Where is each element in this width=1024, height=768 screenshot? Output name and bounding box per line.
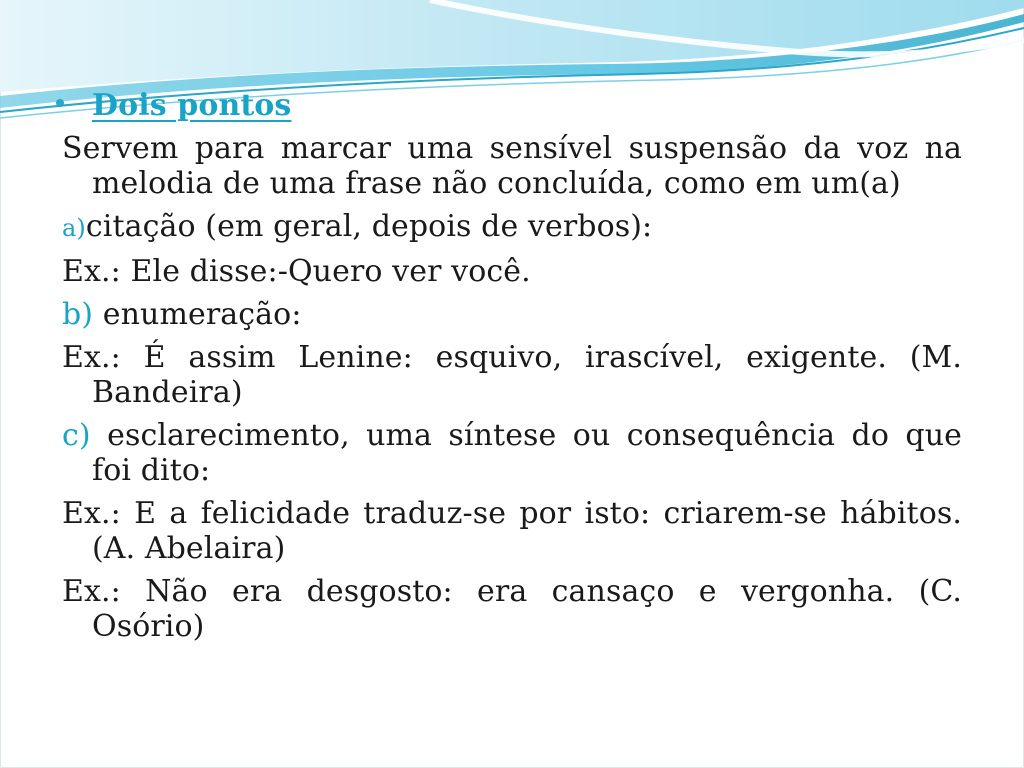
example-2: Ex.: É assim Lenine: esquivo, irascível, exigente. (M. Bandeira) — [62, 340, 962, 410]
item-a — [62, 209, 962, 246]
item-b-text: enumeração: — [93, 297, 302, 332]
item-b — [62, 297, 962, 332]
example-3: Ex.: E a felicidade traduz-se por isto: criarem-se hábitos. (A. Abelaira) — [62, 496, 962, 566]
bullet-icon — [56, 99, 64, 107]
item-c-text: esclarecimento, uma síntese ou consequência do que foi dito: — [90, 418, 962, 488]
intro-paragraph: Servem para marcar uma sensível suspensão da voz na melodia de uma frase não concluída, como em um(a) — [62, 131, 962, 201]
slide-heading: Dois pontos — [92, 88, 292, 123]
item-a-marker: a) — [62, 214, 86, 242]
slide-body — [62, 88, 962, 652]
item-b-marker: b) — [62, 297, 94, 332]
example-4: Ex.: Não era desgosto: era cansaço e vergonha. (C. Osório) — [62, 574, 962, 644]
item-a-text: citação (em geral, depois de verbos): — [85, 209, 653, 244]
heading-row — [62, 88, 962, 123]
example-1: Ex.: Ele disse:-Quero ver você. — [62, 254, 531, 289]
item-c — [62, 418, 962, 488]
item-c-marker: c) — [62, 418, 91, 453]
